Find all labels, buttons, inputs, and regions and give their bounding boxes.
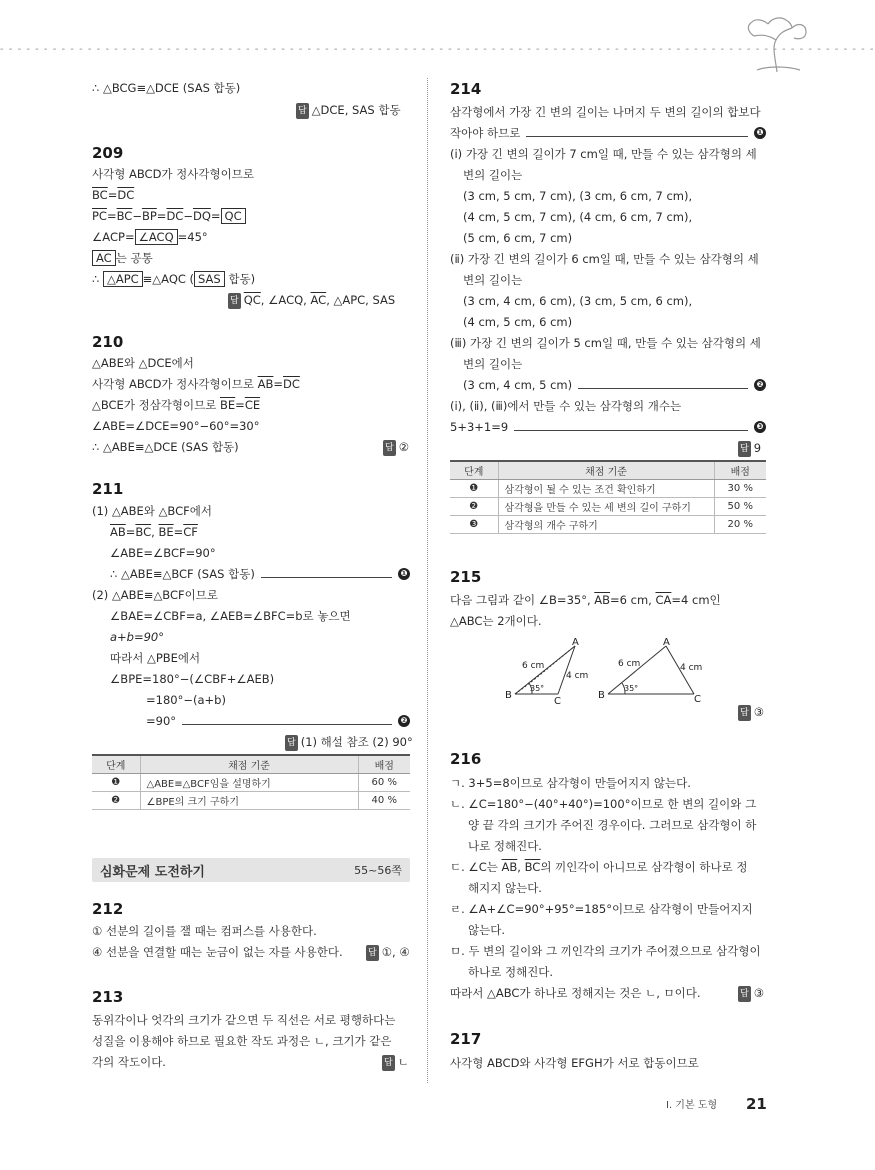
answer-text: ①, ④ — [381, 945, 410, 959]
segment: $\overline{AB}$ — [257, 377, 274, 391]
column-divider — [427, 78, 428, 1083]
segment: $\overline{BC}$ — [524, 860, 541, 874]
text-line: 따라서 △ABC가 하나로 정해지는 것은 ㄴ, ㅁ이다. — [450, 986, 701, 1000]
text-line: 해지지 않는다. — [468, 881, 542, 895]
answer-text: ㄴ — [397, 1055, 409, 1069]
text-line: (ⅱ) 가장 긴 변의 길이가 6 cm일 때, 만들 수 있는 삼각형의 세 — [450, 252, 759, 266]
tree-icon — [742, 12, 812, 74]
answer-badge: 답 — [296, 103, 309, 119]
text-line — [92, 208, 246, 224]
boxed-segment: $\overline{AC}$ — [92, 250, 116, 266]
text: = — [235, 398, 245, 412]
text-line: (5 cm, 6 cm, 7 cm) — [463, 231, 573, 245]
table-row — [450, 515, 766, 533]
text-line: (ⅲ) 가장 긴 변의 길이가 5 cm일 때, 만들 수 있는 삼각형의 세 — [450, 336, 761, 350]
text-line — [92, 397, 260, 413]
text-line: △ABE와 △DCE에서 — [92, 356, 194, 370]
text: = — [125, 525, 136, 539]
answer-text: △DCE, SAS 합동 — [311, 103, 401, 117]
text-line: ① 선분의 길이를 잴 때는 컴퍼스를 사용한다. — [92, 924, 317, 938]
text: = — [156, 209, 167, 223]
leader-line — [578, 381, 748, 389]
answer-line — [285, 734, 413, 751]
table-cell: ❷ — [450, 497, 498, 515]
text-line: 변의 길이는 — [463, 357, 523, 371]
text-line: ㄴ. ∠C=180°−(40°+40°)=100°이므로 한 변의 길이와 그 — [450, 797, 757, 811]
text-line: (4 cm, 5 cm, 6 cm) — [463, 315, 573, 329]
answer-text: ② — [398, 440, 410, 454]
text: 사각형 ABCD가 정사각형이므로 — [92, 377, 258, 391]
text-line: ㅁ. 두 변의 길이와 그 끼인각의 크기가 주어졌으므로 삼각형이 — [450, 944, 761, 958]
text-line: ∠ABE=∠DCE=90°−60°=30° — [92, 419, 260, 433]
text: ∠ACP= — [92, 230, 135, 244]
text-line — [450, 859, 747, 875]
segment: $\overline{DC}$ — [283, 377, 300, 391]
problem-number: 215 — [450, 568, 482, 586]
table-header-row — [450, 461, 766, 479]
table-cell: 50 % — [714, 497, 766, 515]
angle-label: 35° — [624, 684, 639, 693]
answer-badge: 답 — [738, 986, 751, 1002]
answer-badge: 답 — [366, 945, 379, 961]
text: = — [106, 209, 117, 223]
step-marker: ❶ — [398, 568, 410, 580]
answer-line — [738, 440, 761, 457]
problem-number: 214 — [450, 80, 482, 98]
table-cell: 삼각형을 만들 수 있는 세 변의 길이 구하기 — [498, 497, 714, 515]
text-line: ㄹ. ∠A+∠C=90°+95°=185°이므로 삼각형이 만들어지지 — [450, 902, 753, 916]
text-line — [110, 524, 198, 540]
text-line — [92, 376, 300, 392]
table-header-row — [92, 755, 410, 773]
length-label: 6 cm — [522, 661, 545, 671]
answer-badge: 답 — [383, 440, 396, 456]
table-cell: 삼각형이 될 수 있는 조건 확인하기 — [498, 479, 714, 497]
text: ≡△AQC ( — [142, 272, 195, 286]
segment: $\overline{BP}$ — [141, 209, 157, 223]
problem-number: 216 — [450, 750, 482, 768]
text: ∴ △ABE≡△BCF (SAS 합동) — [110, 567, 255, 581]
text-line: 성질을 이용해야 하므로 필요한 작도 과정은 ㄴ, 크기가 같은 — [92, 1034, 392, 1048]
table-cell: ❶ — [92, 773, 140, 791]
text: = — [107, 188, 118, 202]
header-dashed-line: - - - - - - - - - - - - - - - - - - - - - - - - - - - - - - - - - - - - - - - - - - - - - - - - - - - - - - - - - - - - - - - - - - - - - - - - - - - - - - - - - - - - - - - - - - - - - - - - - - - - — [0, 44, 875, 55]
text: =4 cm인 — [671, 593, 721, 607]
text: (3 cm, 4 cm, 5 cm) — [463, 378, 573, 392]
step-line — [110, 566, 410, 582]
text-line — [92, 250, 153, 266]
boxed-segment: $\overline{QC}$ — [221, 208, 246, 224]
section-pages: 55~56쪽 — [354, 864, 402, 877]
leader-line — [182, 717, 392, 725]
text: − — [132, 209, 142, 223]
text: , — [517, 860, 525, 874]
text: 합동) — [224, 272, 256, 286]
answer-badge: 답 — [738, 441, 751, 457]
answer-badge: 답 — [382, 1055, 395, 1071]
text-line: (3 cm, 4 cm, 6 cm), (3 cm, 5 cm, 6 cm), — [463, 294, 693, 308]
segment: $\overline{BC}$ — [92, 188, 108, 202]
text-line: 하나로 정해진다. — [468, 965, 554, 979]
segment: $\overline{QC}$ — [243, 293, 261, 307]
answer-line — [383, 439, 409, 456]
text-line — [450, 592, 721, 608]
text-line: =180°−(a+b) — [146, 693, 226, 707]
step-marker: ❸ — [754, 421, 766, 433]
boxed-triangle: △APC — [103, 271, 143, 287]
triangle-figure — [500, 636, 716, 707]
text: = — [173, 525, 184, 539]
table-cell: ❷ — [92, 791, 140, 809]
text-line: (1) △ABE와 △BCF에서 — [92, 504, 212, 518]
answer-line — [382, 1054, 409, 1071]
text-line: 양 끝 각의 크기가 주어진 경우이다. 그러므로 삼각형이 하 — [468, 818, 757, 832]
segment: $\overline{BE}$ — [158, 525, 174, 539]
step-line — [463, 377, 766, 393]
vertex-label: C — [694, 694, 701, 705]
table-cell: 삼각형의 개수 구하기 — [498, 515, 714, 533]
scoring-table — [92, 754, 410, 810]
table-row — [450, 497, 766, 515]
text-line: 변의 길이는 — [463, 273, 523, 287]
text-line: (ⅰ) 가장 긴 변의 길이가 7 cm일 때, 만들 수 있는 삼각형의 세 — [450, 147, 757, 161]
answer-line — [228, 292, 395, 309]
problem-number: 212 — [92, 900, 124, 918]
text: 5+3+1=9 — [450, 420, 509, 434]
answer-line — [738, 704, 764, 721]
text-line: ∠ABE=∠BCF=90° — [110, 546, 216, 560]
angle-label: 35° — [530, 684, 545, 693]
vertex-label: A — [572, 637, 579, 648]
text: ∴ — [92, 272, 103, 286]
table-cell: 30 % — [714, 479, 766, 497]
table-cell: △ABE≡△BCF임을 설명하기 — [140, 773, 358, 791]
segment: $\overline{DQ}$ — [192, 209, 211, 223]
text-line: ∠BAE=∠CBF=a, ∠AEB=∠BFC=b로 놓으면 — [110, 609, 351, 623]
answer-text: (1) 해설 참조 (2) 90° — [300, 735, 413, 749]
step-line — [450, 125, 766, 141]
segment: $\overline{BC}$ — [135, 525, 152, 539]
table-row — [450, 479, 766, 497]
answer-text: ③ — [753, 986, 765, 1000]
text-line: a+b=90° — [110, 630, 165, 644]
text-line: 사각형 ABCD와 사각형 EFGH가 서로 합동이므로 — [450, 1056, 699, 1070]
table-cell: ❸ — [450, 515, 498, 533]
text-line — [92, 187, 134, 203]
segment: $\overline{CF}$ — [183, 525, 198, 539]
boxed-congruence: SAS — [194, 271, 225, 287]
scoring-table — [450, 460, 766, 534]
segment: $\overline{DC}$ — [117, 188, 135, 202]
length-label: 4 cm — [566, 671, 589, 681]
problem-number: 217 — [450, 1030, 482, 1048]
text: 는 공통 — [115, 251, 153, 265]
text-line: 삼각형에서 가장 긴 변의 길이는 나머지 두 변의 길이의 합보다 — [450, 105, 761, 119]
text: ㄷ. ∠C는 — [450, 860, 502, 874]
text: =90° — [146, 714, 177, 728]
vertex-label: A — [663, 637, 670, 648]
segment: $\overline{CA}$ — [655, 593, 672, 607]
text-line: 않는다. — [468, 923, 505, 937]
step-marker: ❶ — [754, 127, 766, 139]
text: =45° — [177, 230, 208, 244]
text-line: ∴ △ABE≡△DCE (SAS 합동) — [92, 440, 239, 454]
vertex-label: B — [598, 690, 605, 701]
text-line — [92, 229, 208, 245]
table-header: 배점 — [714, 461, 766, 479]
text: △BCE가 정삼각형이므로 — [92, 398, 221, 412]
vertex-label: B — [505, 690, 512, 701]
problem-number: 213 — [92, 988, 124, 1006]
table-cell: ❶ — [450, 479, 498, 497]
step-marker: ❷ — [754, 379, 766, 391]
segment: $\overline{AB}$ — [594, 593, 611, 607]
text: − — [183, 209, 193, 223]
text-line: ㄱ. 3+5=8이므로 삼각형이 만들어지지 않는다. — [450, 776, 691, 790]
table-row — [92, 791, 410, 809]
text: 작아야 하므로 — [450, 126, 521, 140]
problem-number: 209 — [92, 144, 124, 162]
problem-number: 211 — [92, 480, 124, 498]
segment: $\overline{BE}$ — [220, 398, 236, 412]
answer-badge: 답 — [228, 293, 241, 309]
answer-badge: 답 — [738, 705, 751, 721]
text: , ∠ACQ, — [260, 293, 311, 307]
step-marker: ❷ — [398, 715, 410, 727]
leader-line — [526, 129, 748, 137]
table-cell: ∠BPE의 크기 구하기 — [140, 791, 358, 809]
table-header: 배점 — [358, 755, 410, 773]
text-line: △ABC는 2개이다. — [450, 614, 542, 628]
answer-text: 9 — [753, 441, 762, 455]
text-line: 변의 길이는 — [463, 168, 523, 182]
step-line — [450, 419, 766, 435]
segment: $\overline{AC}$ — [310, 293, 327, 307]
text: = — [273, 377, 284, 391]
segment: $\overline{PC}$ — [92, 209, 107, 223]
vertex-label: C — [554, 696, 561, 707]
text: 의 끼인각이 아니므로 삼각형이 하나로 정 — [540, 860, 748, 874]
leader-line — [514, 423, 748, 431]
length-label: 4 cm — [680, 663, 703, 673]
text: = — [210, 209, 221, 223]
segment: $\overline{AB}$ — [501, 860, 518, 874]
text-line: 따라서 △PBE에서 — [110, 651, 201, 665]
answer-line — [366, 944, 410, 961]
text-line: ∠BPE=180°−(∠CBF+∠AEB) — [110, 672, 275, 686]
answer-line — [738, 985, 764, 1002]
text-line: 동위각이나 엇각의 크기가 같으면 두 직선은 서로 평행하다는 — [92, 1013, 396, 1027]
length-label: 6 cm — [618, 659, 641, 669]
answer-badge: 답 — [285, 735, 298, 751]
leader-line — [261, 570, 392, 578]
text: , △APC, SAS — [326, 293, 396, 307]
text-line: (ⅰ), (ⅱ), (ⅲ)에서 만들 수 있는 삼각형의 개수는 — [450, 399, 682, 413]
section-header — [92, 858, 410, 882]
text: =6 cm, — [610, 593, 656, 607]
table-cell: 60 % — [358, 773, 410, 791]
section-title: 심화문제 도전하기 — [100, 864, 205, 880]
text-line: ∴ △BCG≡△DCE (SAS 합동) — [92, 81, 241, 95]
footer-chapter: Ⅰ. 기본 도형 — [666, 1100, 718, 1111]
text-line: ④ 선분을 연결할 때는 눈금이 없는 자를 사용한다. — [92, 945, 343, 959]
table-row — [92, 773, 410, 791]
text-line: 각의 작도이다. — [92, 1055, 166, 1069]
segment: $\overline{DC}$ — [166, 209, 184, 223]
text: , — [151, 525, 159, 539]
table-cell: 20 % — [714, 515, 766, 533]
text-line: (4 cm, 5 cm, 7 cm), (4 cm, 6 cm, 7 cm), — [463, 210, 693, 224]
text-line: (2) △ABE≡△BCF이므로 — [92, 588, 218, 602]
answer-line — [296, 102, 401, 119]
problem-number: 210 — [92, 333, 124, 351]
boxed-angle: ∠ACQ — [135, 229, 178, 245]
text-line: (3 cm, 5 cm, 7 cm), (3 cm, 6 cm, 7 cm), — [463, 189, 693, 203]
table-cell: 40 % — [358, 791, 410, 809]
segment: $\overline{BC}$ — [116, 209, 133, 223]
table-header: 단계 — [92, 755, 140, 773]
text-line — [92, 271, 255, 287]
step-line — [146, 713, 410, 729]
page-number: 21 — [746, 1095, 767, 1113]
table-header: 단계 — [450, 461, 498, 479]
answer-text: ③ — [753, 705, 765, 719]
text-line: 사각형 ABCD가 정사각형이므로 — [92, 167, 254, 181]
table-header: 채점 기준 — [140, 755, 358, 773]
segment: $\overline{CE}$ — [244, 398, 261, 412]
text-line: 나로 정해진다. — [468, 839, 542, 853]
text: 다음 그림과 같이 ∠B=35°, — [450, 593, 595, 607]
segment: $\overline{AB}$ — [110, 525, 126, 539]
table-header: 채점 기준 — [498, 461, 714, 479]
